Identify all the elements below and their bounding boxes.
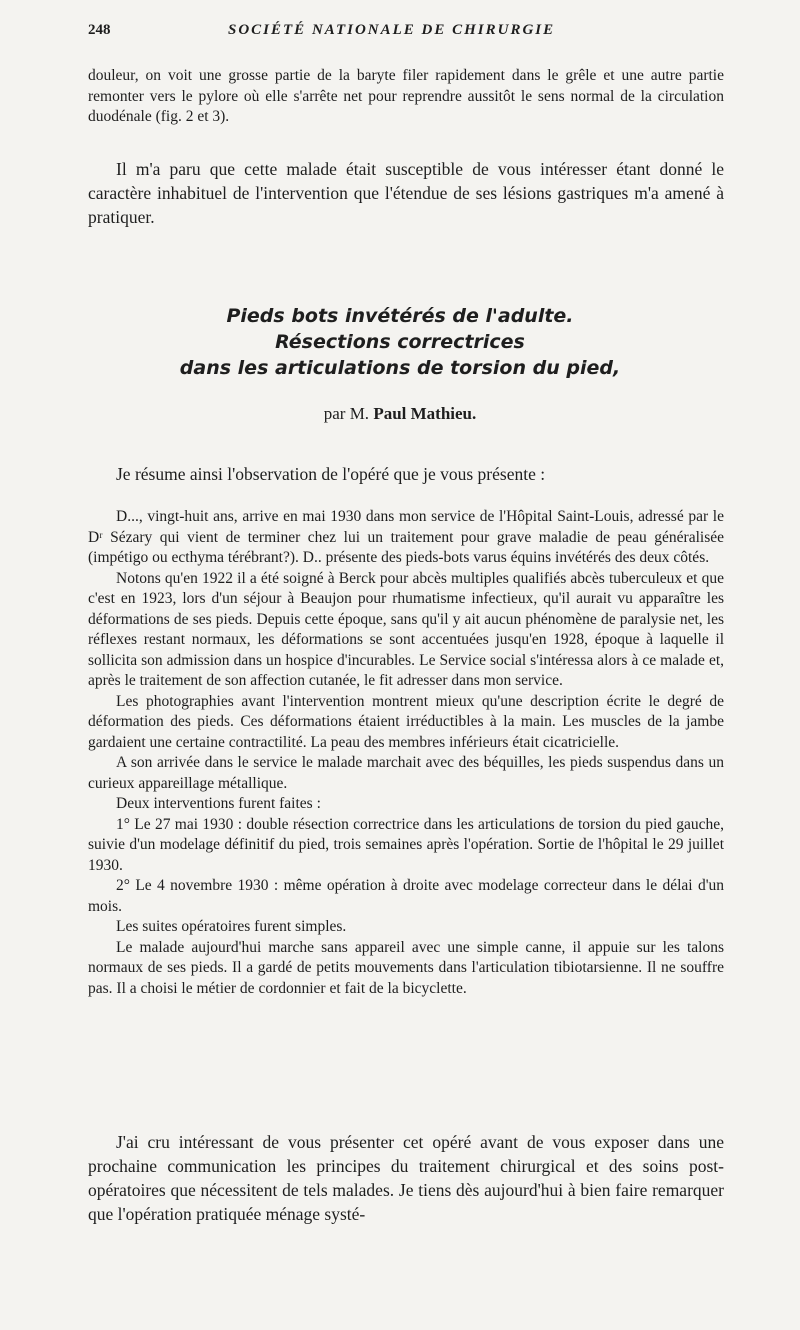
running-head: SOCIÉTÉ NATIONALE DE CHIRURGIE [228, 22, 556, 38]
closing-text: J'ai cru intéressant de vous présenter cet opéré avant de vous exposer dans une prochaine communication les principes du traitement chirurgical et des soins post-opératoires que nécessitent de tels malades. Je tiens dès aujourd'hui à bien faire remarquer que l'opération pratiquée ménage systé- [88, 1132, 724, 1224]
page-header [88, 22, 720, 44]
article-title-line-3: dans les articulations de torsion du pied, [179, 357, 621, 379]
page-number: 248 [88, 22, 111, 38]
lead-text: Je résume ainsi l'observation de l'opéré que je vous présente : [116, 464, 546, 484]
observation-paragraph: Notons qu'en 1922 il a été soigné à Berck pour abcès multiples qualifiés abcès tuberculeux et que c'est en 1923, lors d'un séjour à Beaujon pour rhumatisme infectieux, qu'il aurait vu apparaître les déformations de ses pieds. Depuis cette époque, sans qu'il y ait aucun phénomène de paralysie net, les réflexes restant normaux, les déformations se sont accentuées jusqu'en 1928, époque à laquelle il sollicita son admission dans un hospice d'incurables. Le Service social s'intéressa alors à ce malade et, après le traitement de son affection cutanée, le fit adresser dans mon service. [88, 569, 724, 689]
observation-paragraph: Le malade aujourd'hui marche sans appareil avec une simple canne, il appuie sur les talons normaux de ses pieds. Il a gardé de petits mouvements dans l'articulation tibiotarsienne. Il ne souffre pas. Il a choisi le métier de cordonnier et fait de la bicyclette. [88, 938, 724, 997]
observation-paragraph: Deux interventions furent faites : [116, 795, 321, 812]
lead-sentence [88, 462, 724, 486]
intro-paragraph: Il m'a paru que cette malade était susceptible de vous intéresser étant donné le caractère inhabituel de l'intervention que l'étendue de ses lésions gastriques m'a amené à pratiquer. [88, 159, 724, 227]
article-title-line-1: Pieds bots invétérés de l'adulte. [226, 305, 574, 327]
article-title-line-2: Résections correctrices [275, 331, 525, 353]
intro-continuation [88, 66, 724, 128]
observation-paragraph: Les photographies avant l'intervention montrent mieux qu'une description écrite le degré de déformation des pieds. Ces déformations étaient irréductibles à la main. Les muscles de la jambe gardaient une certaine contractilité. La peau des membres inférieurs était cicatricielle. [88, 692, 724, 751]
observation-paragraph: A son arrivée dans le service le malade marchait avec des béquilles, les pieds suspendus dans un curieux appareillage métallique. [88, 754, 724, 792]
observation-paragraph: 2° Le 4 novembre 1930 : même opération à droite avec modelage correcteur dans le délai d'un mois. [88, 877, 724, 915]
byline-prefix: par M. [323, 404, 370, 423]
author-name: Paul Mathieu. [373, 404, 477, 423]
observation-paragraph: 1° Le 27 mai 1930 : double résection correctrice dans les articulations de torsion du pied gauche, suivie d'un modelage définitif du pied, trois semaines après l'opération. Sortie de l'hôpital le 29 juillet 1930. [88, 815, 724, 874]
observation-paragraph: D..., vingt-huit ans, arrive en mai 1930 dans mon service de l'Hôpital Saint-Louis, adressé par le Dʳ Sézary qui vient de terminer chez lui un traitement pour grave maladie de peau généralisée (impétigo ou ecthyma térébrant?). D.. présente des pieds-bots varus équins invétérés des deux côtés. [88, 508, 724, 566]
intro-remark [88, 157, 724, 229]
byline [0, 404, 800, 424]
observation-body [88, 507, 724, 999]
closing-paragraph [88, 1130, 724, 1226]
observation-paragraph: Les suites opératoires furent simples. [116, 918, 347, 935]
intro-paragraph: douleur, on voit une grosse partie de la baryte filer rapidement dans le grêle et une autre partie remonter vers le pylore où elle s'arrête net pour reprendre aussitôt le sens normal de la circulation duodénale (fig. 2 et 3). [88, 67, 724, 125]
